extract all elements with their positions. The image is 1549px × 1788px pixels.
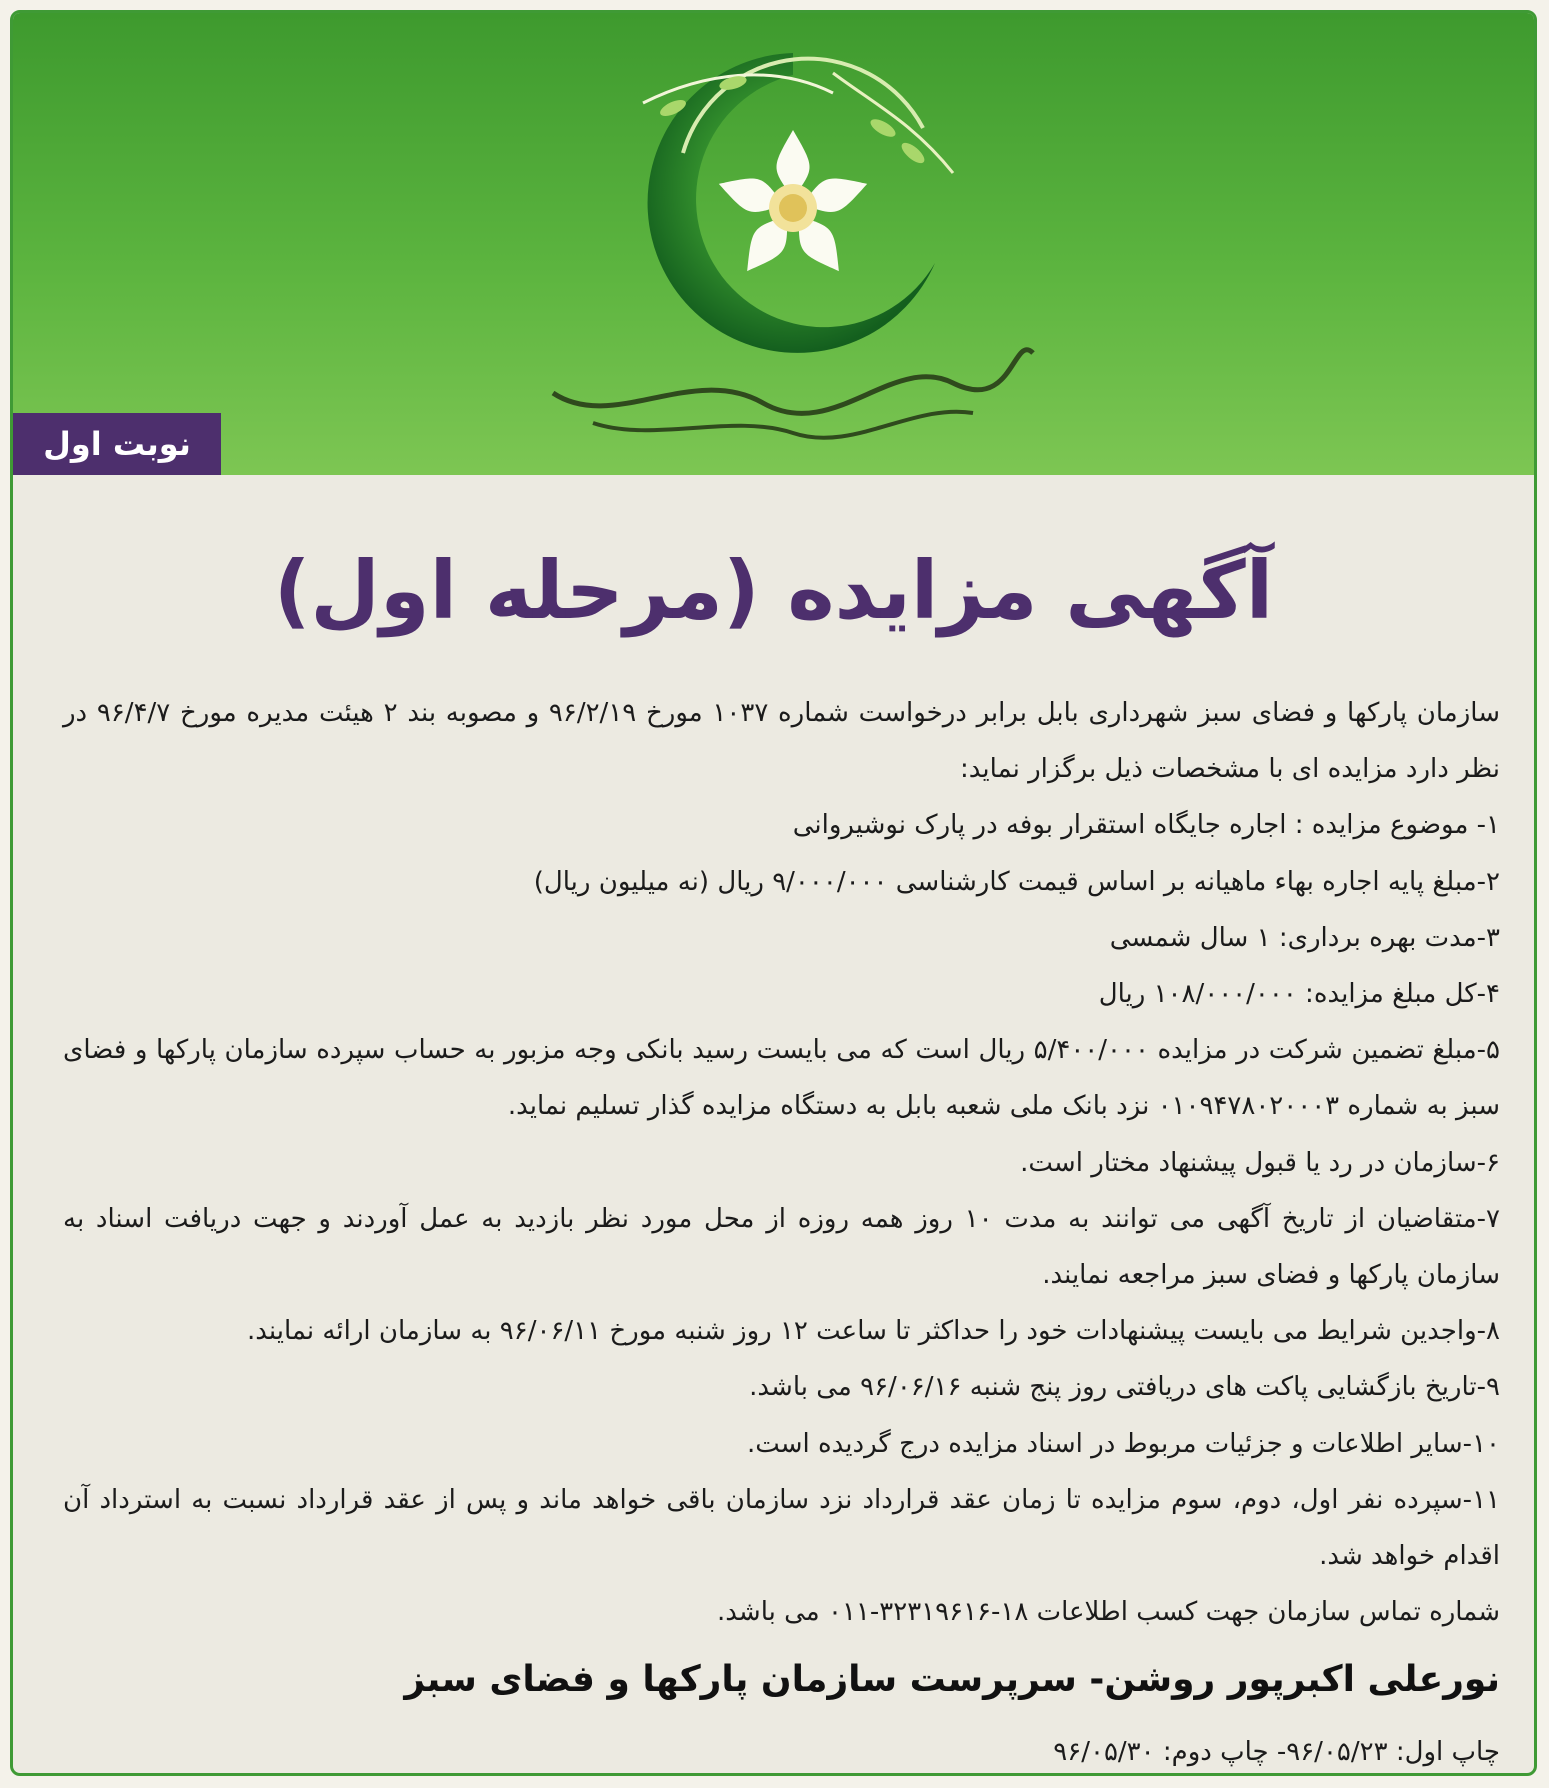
list-item: ۲-مبلغ پایه اجاره بهاء ماهیانه بر اساس قیمت کارشناسی ۹/۰۰۰/۰۰۰ ریال (نه میلیون ریال) [533, 866, 1500, 897]
list-item: ۱۱-سپرده نفر اول، دوم، سوم مزایده تا زمان عقد قرارداد نزد سازمان باقی خواهد ماند و پس از عقد قرارداد نسبت به استرداد آن اقدام خواهد شد. [63, 1484, 1500, 1572]
list-item: ۷-متقاضیان از تاریخ آگهی می توانند به مدت ۱۰ روز همه روزه از محل مورد نظر بازدید به عمل آوردند و جهت دریافت اسناد به سازمان پارکها و فضای سبز مراجعه نمایند. [63, 1203, 1501, 1291]
list-item: ۸-واجدین شرایط می بایست پیشنهادات خود را حداکثر تا ساعت ۱۲ روز شنبه مورخ ۹۶/۰۶/۱۱ به سازمان ارائه نمایند. [246, 1316, 1500, 1347]
list-item: ۱۰-سایر اطلاعات و جزئیات مربوط در اسناد مزایده درج گردیده است. [746, 1428, 1500, 1459]
contact-line: شماره تماس سازمان جهت کسب اطلاعات ۱۸-۳۲۳۱۹۶۱۶-۰۱۱ می باشد. [717, 1597, 1500, 1628]
signature-line: نورعلی اکبرپور روشن- سرپرست سازمان پارکها و فضای سبز [404, 1659, 1500, 1700]
header-banner [13, 13, 1534, 475]
flower-circle-logo-icon [533, 33, 1053, 463]
notice-frame [10, 10, 1537, 1776]
page-title: آگهی مزایده (مرحله اول) [273, 544, 1274, 637]
list-item: ۶-سازمان در رد یا قبول پیشنهاد مختار است. [1020, 1147, 1500, 1178]
list-item: ۵-مبلغ تضمین شرکت در مزایده ۵/۴۰۰/۰۰۰ ریال است که می بایست رسید بانکی وجه مزبور به حساب سپرده سازمان پارکها و فضای سبز به شماره ۰۱۰۹۴۷۸۰۲۰۰۰۳ نزد بانک ملی شعبه بابل به دستگاه مزایده گذار تسلیم نماید. [63, 1035, 1500, 1122]
notice-round-badge: نوبت اول [13, 413, 221, 475]
print-dates: چاپ اول: ۹۶/۰۵/۲۳- چاپ دوم: ۹۶/۰۵/۳۰ [1053, 1737, 1500, 1767]
intro-paragraph: سازمان پارکها و فضای سبز شهرداری بابل برابر درخواست شماره ۱۰۳۷ مورخ ۹۶/۲/۱۹ و مصوبه بند ۲ هیئت مدیره مورخ ۹۶/۴/۷ در نظر دارد مزایده ای با مشخصات ذیل برگزار نماید: [63, 698, 1500, 785]
list-item: ۳-مدت بهره برداری: ۱ سال شمسی [1109, 922, 1500, 953]
list-item: ۴-کل مبلغ مزایده: ۱۰۸/۰۰۰/۰۰۰ ریال [1098, 979, 1500, 1010]
list-item: ۹-تاریخ بازگشایی پاکت های دریافتی روز پنج شنبه ۹۶/۰۶/۱۶ می باشد. [749, 1372, 1500, 1403]
notice-body [63, 685, 1500, 1640]
list-item: ۱- موضوع مزایده : اجاره جایگاه استقرار بوفه در پارک نوشیروانی [792, 810, 1500, 841]
